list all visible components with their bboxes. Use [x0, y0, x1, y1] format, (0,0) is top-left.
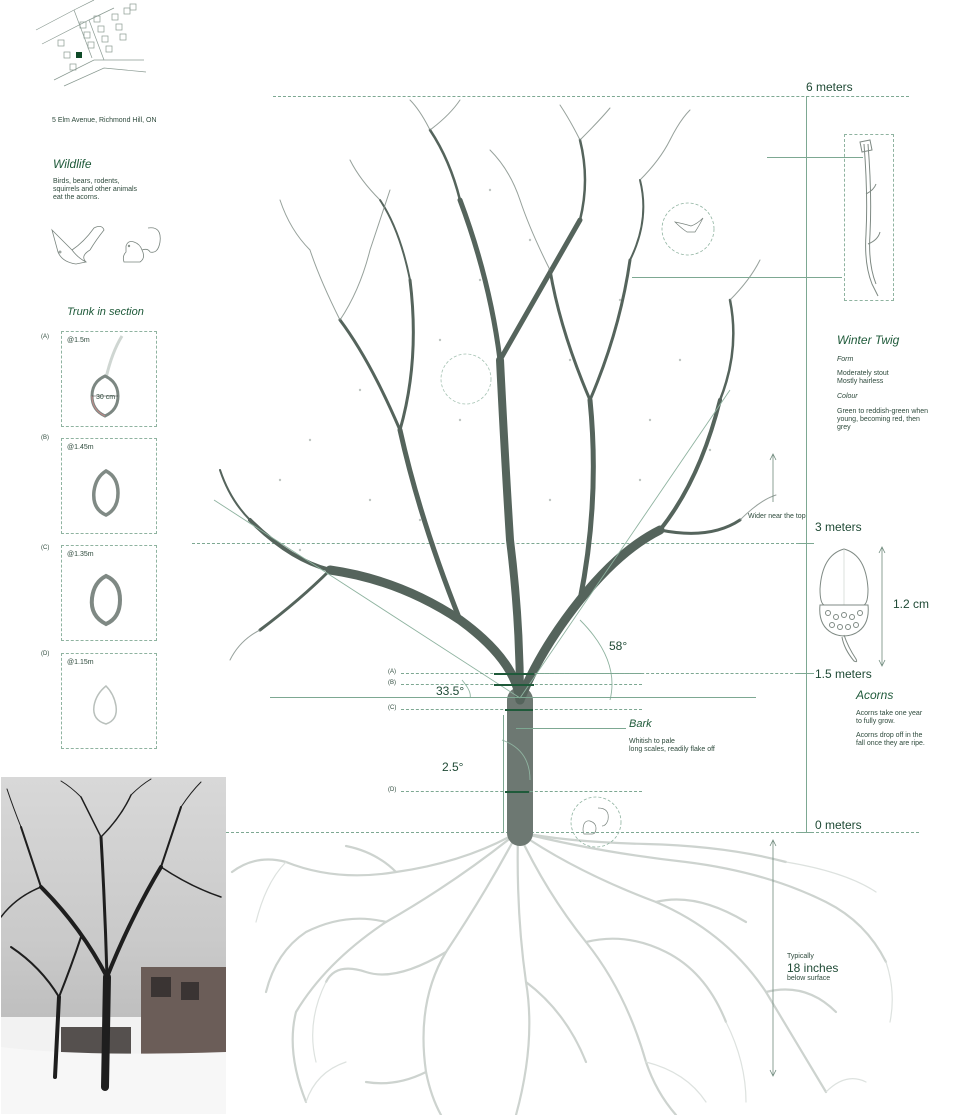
twig-form-label: Form [837, 356, 854, 363]
height-label-6m: 6 meters [806, 80, 853, 94]
twig-colour-3: grey [837, 424, 851, 431]
level-tag-a: (A) [388, 669, 396, 675]
ground-reference-line [270, 697, 756, 698]
acorn-title: Acorns [856, 688, 894, 702]
twig-colour-2: young, becoming red, then [837, 416, 920, 423]
guide-6m [273, 96, 909, 97]
root-suffix: below surface [787, 975, 831, 982]
squirrel-callout-circle [570, 796, 622, 848]
twig-title: Winter Twig [837, 333, 900, 347]
section-box-d [61, 653, 157, 749]
section-box-a [61, 331, 157, 427]
root-depth-arrow-icon [768, 838, 778, 1078]
bark-line-2: long scales, readily flake off [629, 746, 715, 753]
axis-tick-1-5m [798, 673, 814, 674]
wider-note: Wider near the top [748, 513, 806, 520]
section-height-b: @1.45m [67, 444, 94, 451]
trunk-mark-a [494, 673, 534, 675]
angle-33-5: 33.5° [436, 684, 465, 698]
section-tag-c: (C) [41, 545, 50, 551]
site-marker [76, 52, 82, 58]
acorn-line-4: fall once they are ripe. [856, 740, 925, 747]
tree-photo [1, 777, 226, 1114]
height-label-3m: 3 meters [815, 520, 862, 534]
level-tag-d: (D) [388, 787, 397, 793]
acorn-line-2: to fully grow. [856, 718, 895, 725]
section-tag-b: (B) [41, 435, 49, 441]
section-height-a: @1.5m [67, 337, 90, 344]
level-tag-c: (C) [388, 705, 397, 711]
wildlife-text-3: eat the acorns. [53, 194, 100, 201]
level-tag-b: (B) [388, 680, 396, 686]
address-label: 5 Elm Avenue, Richmond Hill, ON [52, 117, 157, 124]
twig-form-2: Mostly hairless [837, 378, 884, 385]
bark-line-1: Whitish to pale [629, 738, 675, 745]
wildlife-text-2: squirrels and other animals [53, 186, 138, 193]
trunk-lean-line [503, 715, 504, 832]
height-axis [806, 96, 807, 832]
bird-callout-circle [661, 202, 715, 256]
bark-leader [516, 728, 626, 729]
section-outline-c [62, 546, 158, 642]
bark-title: Bark [629, 718, 652, 730]
trunk-mark-c [505, 709, 533, 711]
height-label-0m: 0 meters [815, 818, 862, 832]
twig-form-1: Moderately stout [837, 370, 889, 377]
section-outline-b [62, 439, 158, 535]
trunk-mark-d [505, 791, 529, 793]
bird-icon [50, 222, 106, 266]
twig-colour-label: Colour [837, 393, 858, 400]
trunk-mark-b [494, 684, 534, 686]
root-depth: 18 inches [787, 961, 839, 975]
acorn-size-arrow-icon [877, 545, 887, 668]
section-box-c [61, 545, 157, 641]
wider-arrow-icon [768, 452, 778, 502]
trunk-section-title: Trunk in section [67, 306, 144, 318]
acorn-line-1: Acorns take one year [856, 710, 923, 717]
site-map [34, 0, 149, 90]
acorn-size: 1.2 cm [893, 597, 930, 611]
section-height-d: @1.15m [67, 659, 94, 666]
root-prefix: Typically [787, 953, 814, 960]
squirrel-icon [120, 224, 164, 266]
bird-callout-icon [675, 218, 703, 232]
axis-tick-3m [798, 543, 814, 544]
acorn-line-3: Acorns drop off in the [856, 732, 923, 739]
section-outline-a [62, 332, 158, 428]
section-tag-a: (A) [41, 334, 49, 340]
section-box-b [61, 438, 157, 534]
branch-callout-circle [440, 353, 492, 405]
wildlife-text-1: Birds, bears, rodents, [53, 178, 120, 185]
twig-colour-1: Green to reddish-green when [837, 408, 929, 415]
section-tag-d: (D) [41, 651, 50, 657]
angle-2-5: 2.5° [442, 760, 464, 774]
height-label-1-5m: 1.5 meters [815, 667, 872, 681]
section-diameter-a: 30 cm [96, 394, 116, 401]
angle-58: 58° [609, 639, 628, 653]
section-outline-d [62, 654, 158, 750]
photo-trees [1, 777, 226, 1114]
wildlife-title: Wildlife [53, 157, 92, 171]
twig-drawing [844, 134, 894, 301]
twig-leader-branch [632, 277, 842, 278]
section-height-c: @1.35m [67, 551, 94, 558]
squirrel-callout-icon [583, 808, 608, 834]
branch-angle-lines [200, 380, 760, 800]
acorn-drawing [814, 545, 874, 665]
